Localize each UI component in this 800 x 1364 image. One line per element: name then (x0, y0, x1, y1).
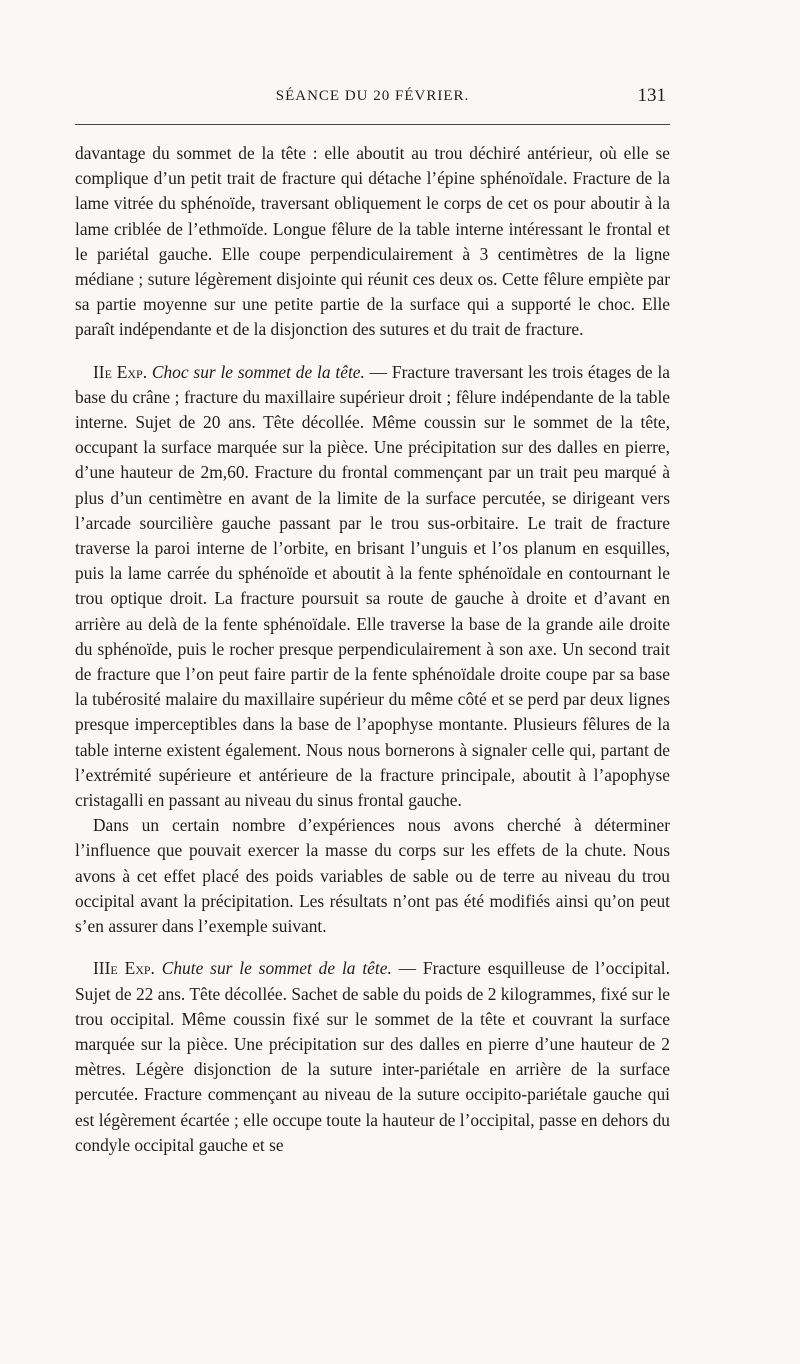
experiment-3-body: — Fracture esquilleuse de l’occipital. Sujet de 22 ans. Tête décollée. Sachet de sable du poids de 2 kilogrammes, fixé sur le trou occipital. Même coussin fixé sur le sommet de la tête et couvrant la surface marquée sur la pièce. Une précipitation sur des dalles en pierre d’une hauteur de 2 mètres. Légère disjonction de la suture inter-pariétale en arrière de la surface percutée. Fracture commençant au niveau de la suture occipito-pariétale gauche qui est légèrement écartée ; elle occupe toute la hauteur de l’occipital, passe en dehors du condyle occipital gauche et se (75, 958, 670, 1155)
experiment-2-body: — Fracture traversant les trois étages de la base du crâne ; fracture du maxillaire supérieur droit ; fêlure indépendante de la table interne. Sujet de 20 ans. Tête décollée. Même coussin sur le sommet de la tête, occupant la surface marquée sur la pièce. Une précipitation sur des dalles en pierre, d’une hauteur de 2m,60. Fracture du frontal commençant par un trait peu marqué à plus d’un centimètre en avant de la limite de la surface percutée, se dirigeant vers l’arcade sourcilière gauche passant par le trou sus-orbitaire. Le trait de fracture traverse la paroi interne de l’orbite, en brisant l’unguis et l’os planum en esquilles, puis la lame carrée du sphénoïde et aboutit à la fente sphénoïdale en contournant le trou optique droit. La fracture poursuit sa route de gauche à droite et d’avant en arrière au delà de la fente sphénoïdale. Elle traverse la base de la grande aile droite du sphénoïde, puis le rocher presque perpendiculairement à son axe. Un second trait de fracture que l’on peut faire partir de la fente sphénoïdale droite coupe par sa base la tubérosité malaire du maxillaire supérieur du même côté et se perd par deux lignes presque imperceptibles dans la base de l’apophyse montante. Plusieurs fêlures de la table interne existent également. Nous nous bornerons à signaler celle qui, partant de l’extrémité supérieure et antérieure de la fracture principale, aboutit à l’apophyse cristagalli en passant au niveau du sinus frontal gauche. (75, 361, 670, 811)
experiment-3-title: Chute sur le sommet de la tête. (161, 958, 392, 979)
experiment-3-paragraph (75, 956, 670, 1158)
experiment-2-paragraph (75, 360, 670, 814)
paragraph-continuation: davantage du sommet de la tête : elle aboutit au trou déchiré antérieur, où elle se complique d’un petit trait de fracture qui détache l’épine sphénoïdale. Fracture de la lame vitrée du sphénoïde, traversant obliquement le corps de cet os pour aboutir à la lame criblée de l’ethmoïde. Longue fêlure de la table interne intéressant le frontal et le pariétal gauche. Elle coupe perpendiculairement à 3 centimètres de la ligne médiane ; suture légèrement disjointe qui réunit ces deux os. Cette fêlure empiète par sa partie moyenne sur une petite partie de la surface qui a supporté le choc. Elle paraît indépendante et de la disjonction des sutures et du trait de fracture. (75, 143, 670, 340)
page-body (75, 141, 670, 1158)
paragraph-mass-influence: Dans un certain nombre d’expériences nous avons cherché à déterminer l’influence que pouvait exercer la masse du corps sur les effets de la chute. Nous avons à cet effet placé des poids variables de sable ou de terre au niveau du trou occipital avant la précipitation. Les résultats n’ont pas été modifiés ainsi qu’on peut s’en assurer dans l’exemple suivant. (75, 815, 670, 937)
experiment-3-heading: IIIe Exp. (93, 958, 155, 979)
page-number: 131 (637, 85, 666, 106)
running-header (75, 85, 670, 114)
header-rule (75, 124, 670, 125)
experiment-2-heading: IIe Exp. (93, 361, 148, 382)
experiment-2-title: Choc sur le sommet de la tête. (151, 361, 365, 382)
running-title: SÉANCE DU 20 FÉVRIER. (275, 88, 470, 104)
